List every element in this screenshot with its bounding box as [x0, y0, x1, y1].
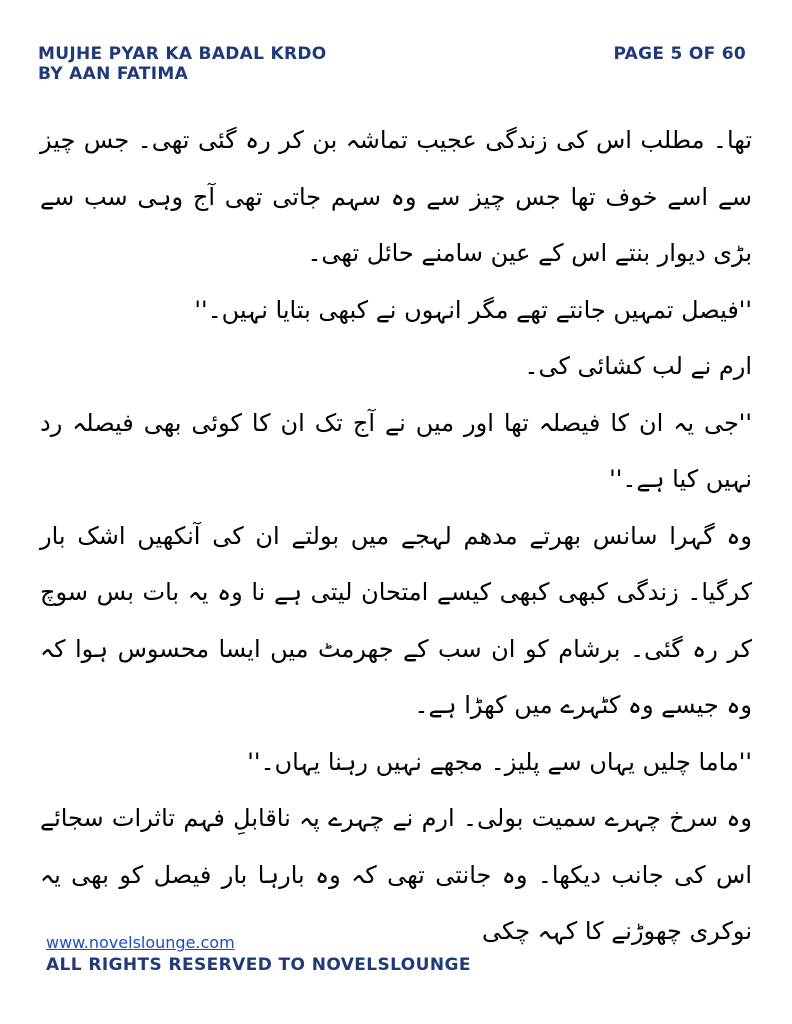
paragraph: ''فیصل تمہیں جانتے تھے مگر انہوں نے کبھی بتایا نہیں۔'': [194, 295, 752, 324]
novel-title: MUJHE PYAR KA BADAL KRDO: [38, 44, 327, 64]
paragraph: ''جی یہ ان کا فیصلہ تھا اور میں نے آج تک ان کا کوئی بھی فیصلہ رد نہیں کیا ہے۔'': [40, 408, 752, 493]
website-link[interactable]: www.novelslounge.com: [46, 933, 235, 952]
paragraph: وہ گہرا سانس بھرتے مدھم لہجے میں بولتے ان کی آنکھیں اشک بار کرگیا۔ زندگی کبھی کبھی کیسے امتحان لیتی ہے نا وہ یہ بات بس سوچ کر رہ گئی۔ برشام کو ان سب کے جھرمٹ میں ایسا محسوس ہوا کہ وہ جیسے وہ کٹہرے میں کھڑا ہے۔: [40, 521, 752, 719]
novel-body: [40, 112, 752, 960]
paragraph: ارم نے لب کشائی کی۔: [524, 352, 752, 380]
author-name: BY AAN FATIMA: [38, 64, 189, 84]
page-number: PAGE 5 OF 60: [613, 44, 746, 64]
paragraph: ''ماما چلیں یہاں سے پلیز۔ مجھے نہیں رہنا یہاں۔'': [247, 747, 752, 776]
paragraph: تھا۔ مطلب اس کی زندگی عجیب تماشہ بن کر رہ گئی تھی۔ جس چیز سے اسے خوف تھا جس چیز سے وہ سہم جاتی تھی آج وہی سب سے بڑی دیوار بنتے اس کے عین سامنے حائل تھی۔: [40, 126, 752, 267]
rights-notice: ALL RIGHTS RESERVED TO NOVELSLOUNGE: [46, 955, 471, 975]
paragraph: وہ سرخ چہرے سمیت بولی۔ ارم نے چہرے پہ ناقابلِ فہم تاثرات سجائے اس کی جانب دیکھا۔ وہ جانتی تھی کہ وہ بارہا بار فیصل کو بھی یہ نوکری چھوڑنے کا کہہ چکی: [40, 804, 752, 945]
header-left: [38, 44, 327, 84]
